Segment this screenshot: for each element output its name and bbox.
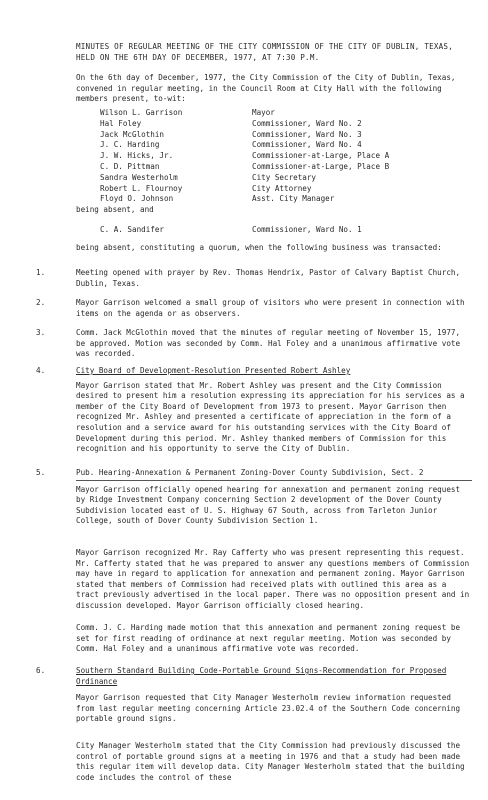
agenda-item bbox=[36, 666, 472, 725]
heading-rule bbox=[76, 480, 472, 481]
member-row bbox=[100, 140, 460, 151]
member-row bbox=[100, 173, 460, 184]
member-name: Sandra Westerholm bbox=[100, 172, 178, 182]
item-text: City Manager Westerholm stated that the City Commission had previously discussed the control of portable ground signs at a meeting in 1976 and that a study had been made this regular item will develop data. City Manager Westerholm stated that the building code includes the control of these bbox=[76, 741, 465, 782]
agenda-item-continued bbox=[36, 623, 472, 655]
member-role: City Attorney bbox=[252, 183, 312, 193]
item-number: 4. bbox=[36, 366, 46, 375]
intro-paragraph: On the 6th day of December, 1977, the City Commission of the City of Dublin, Texas, convened in regular meeting, in the Council Room at City Hall with the following members present, to-wit: bbox=[76, 73, 456, 104]
item-heading: Southern Standard Building Code-Portable Ground Signs-Recommendation for Proposed Ordinance bbox=[76, 666, 447, 686]
member-role: Commissioner, Ward No. 3 bbox=[252, 129, 362, 139]
member-role: Commissioner-at-Large, Place B bbox=[252, 161, 390, 171]
item-text: Meeting opened with prayer by Rev. Thomas Hendrix, Pastor of Calvary Baptist Church, Dublin, Texas. bbox=[76, 268, 461, 288]
member-name: Hal Foley bbox=[100, 118, 142, 128]
quorum-paragraph: being absent, constituting a quorum, when the following business was transacted: bbox=[76, 243, 442, 252]
member-role: Asst. City Manager bbox=[252, 194, 335, 204]
member-row bbox=[100, 162, 460, 173]
member-name: Floyd O. Johnson bbox=[100, 194, 174, 204]
member-row bbox=[100, 119, 460, 130]
item-text: Mayor Garrison requested that City Manager Westerholm review information requested from last regular meeting concerning Article 23.02.4 of the Southern Code concerning portable ground signs. bbox=[76, 693, 461, 724]
member-role: Commissioner, Ward No. 4 bbox=[252, 140, 362, 150]
absent-member-name: C. A. Sandifer bbox=[100, 225, 165, 234]
member-role: City Secretary bbox=[252, 172, 317, 182]
member-role: Mayor bbox=[252, 108, 275, 117]
member-name: C. D. Pittman bbox=[100, 161, 160, 171]
being-absent-line: being absent, and bbox=[76, 205, 154, 214]
item-number: 1. bbox=[36, 268, 46, 277]
member-row bbox=[100, 151, 460, 162]
members-present-list bbox=[100, 108, 460, 205]
item-heading: City Board of Development-Resolution Presented Robert Ashley bbox=[76, 366, 351, 375]
member-row bbox=[100, 108, 460, 119]
member-name: J. W. Hicks, Jr. bbox=[100, 151, 174, 161]
member-role: Commissioner, Ward No. 2 bbox=[252, 118, 362, 128]
minutes-title: MINUTES OF REGULAR MEETING OF THE CITY COMMISSION OF THE CITY OF DUBLIN, TEXAS, HELD ON THE 6TH DAY OF DECEMBER, 1977, AT 7:30 P.M. bbox=[76, 42, 453, 62]
item-text: Comm. J. C. Harding made motion that this annexation and permanent zoning request be set for first reading of ordinance at next regular meeting. Motion was seconded by Comm. Hal Foley and a unanimous affirmative vote was recorded. bbox=[76, 623, 461, 654]
agenda-item-continued bbox=[36, 741, 472, 783]
absent-member-row bbox=[100, 225, 460, 236]
agenda-item bbox=[36, 268, 472, 289]
agenda-item bbox=[36, 328, 472, 360]
item-number: 2. bbox=[36, 298, 46, 307]
item-text: Mayor Garrison welcomed a small group of visitors who were present in connection with items on the agenda or as observers. bbox=[76, 298, 465, 318]
member-role: Commissioner-at-Large, Place A bbox=[252, 151, 390, 161]
item-text: Comm. Jack McGlothin moved that the minutes of regular meeting of November 15, 1977, be approved. Motion was seconded by Comm. Hal Foley and a unanimous affirmative vote was recorded. bbox=[76, 328, 461, 359]
absent-member-role: Commissioner, Ward No. 1 bbox=[252, 225, 362, 234]
item-number: 3. bbox=[36, 328, 46, 337]
item-text: Mayor Garrison recognized Mr. Ray Cafferty who was present representing this request. Mr. Cafferty stated that he was prepared to answer any questions members of Commission may have in regard to application for annexation and permanent zoning. Mayor Garrison stated that members of Commission had received plats with outlined this area as a tract previously advertised in the local paper. There was no opposition present and in discussion developed. Mayor Garrison officially closed hearing. bbox=[76, 548, 470, 610]
member-row bbox=[100, 130, 460, 141]
member-row bbox=[100, 194, 460, 205]
agenda-item bbox=[36, 366, 472, 455]
item-text: Mayor Garrison stated that Mr. Robert Ashley was present and the City Commission desired to present him a resolution expressing its appreciation for his services as a member of the City Board of Development from 1973 to present. Mayor Garrison then recognized Mr. Ashley and presented a certificate of appreciation in the form of a resolution and a service award for his outstanding services with the City Board of Development during this period. Mr. Ashley thanked members of Commission for this recognition and his opportunity to serve the City of Dublin. bbox=[76, 380, 465, 454]
item-heading: Pub. Hearing-Annexation & Permanent Zoning-Dover County Subdivision, Sect. 2 bbox=[76, 468, 424, 477]
member-name: J. C. Harding bbox=[100, 140, 160, 150]
agenda-item bbox=[36, 298, 472, 319]
agenda-item-continued bbox=[36, 548, 472, 612]
item-text: Mayor Garrison officially opened hearing for annexation and permanent zoning request by Ridge Investment Company concerning Section 2 development of the Dover County Subdivision located east of U. S. Highway 67 South, across from Tarleton Junior College, south of Dover County Subdivision Section 1. bbox=[76, 484, 461, 526]
member-name: Jack McGlothin bbox=[100, 129, 165, 139]
agenda-item bbox=[36, 468, 472, 527]
member-name: Robert L. Flournoy bbox=[100, 183, 183, 193]
item-number: 6. bbox=[36, 666, 46, 675]
item-number: 5. bbox=[36, 468, 46, 477]
member-row bbox=[100, 184, 460, 195]
member-name: Wilson L. Garrison bbox=[100, 108, 183, 117]
